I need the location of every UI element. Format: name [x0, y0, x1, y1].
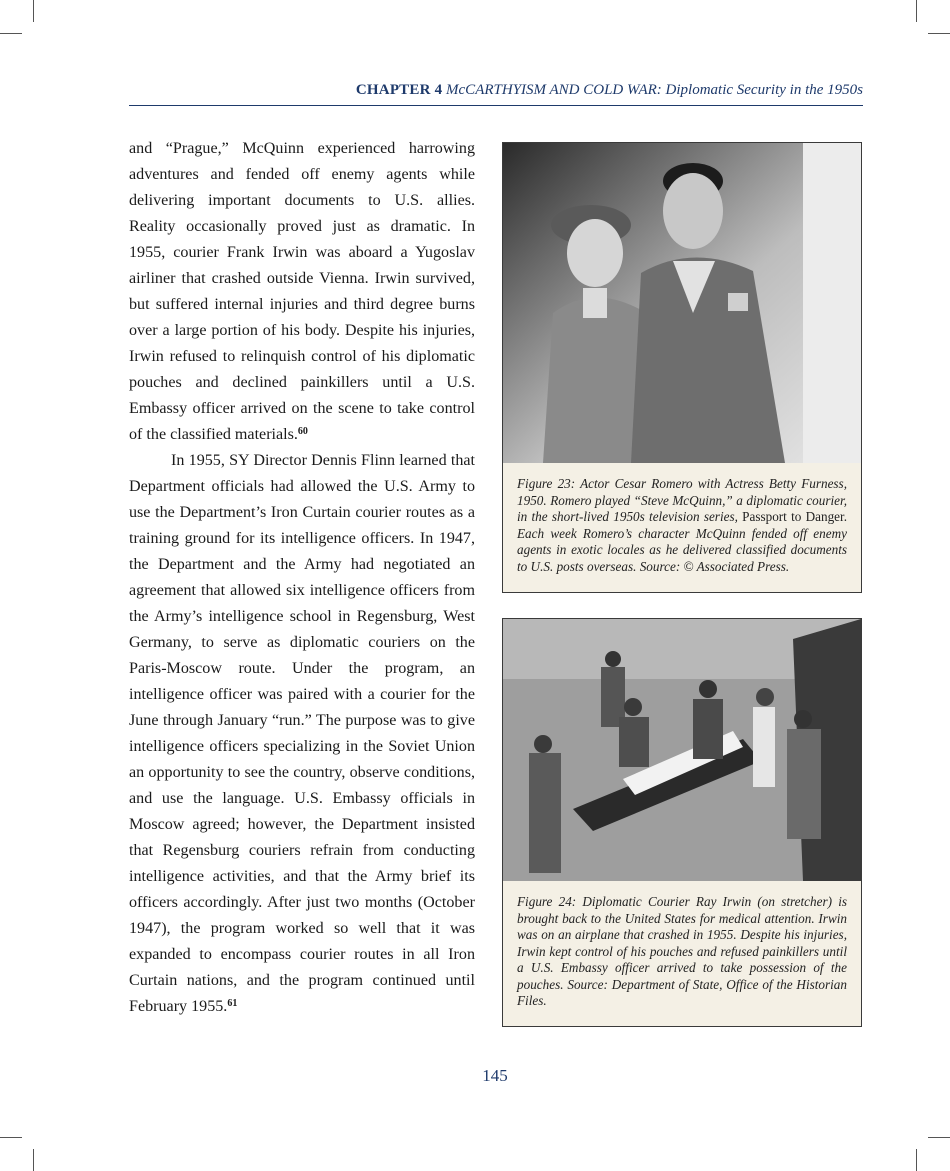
figure-24-caption: Figure 24: Diplomatic Courier Ray Irwin (on stretcher) is brought back to the United States for medical attention. Irwin was on an airplane that crashed in 1955. Despite his injuries, Irwin kept control of his pouches and refused painkillers until a U.S. Embassy officer arrived to take possession of the pouches. Source: Department of State, Office of the Historian Files.	[517, 894, 847, 1008]
figure-24	[502, 618, 862, 1027]
running-header	[129, 82, 863, 106]
figure-23-series-title: Passport to Danger.	[742, 509, 847, 524]
figure-23	[502, 142, 862, 593]
footnote-ref-60: 60	[297, 426, 308, 437]
chapter-subtitle: McCARTHYISM AND COLD WAR: Diplomatic Security in the 1950s	[446, 82, 863, 98]
figure-23-caption-part-2: Each week Romero’s character McQuinn fended off enemy agents in exotic locales as he delivered classified documents to U.S. posts overseas. Source: © Associated Press.	[517, 525, 847, 574]
figure-24-photo	[503, 619, 861, 881]
crop-mark	[928, 1137, 950, 1138]
paragraph-2-text: In 1955, SY Director Dennis Flinn learned that Department officials had allowed the U.S. Army to use the Department’s Iron Curtain courier routes as a training ground for its intelligence officers. In 1947, the Department and the Army had negotiated an agreement that allowed six intelligence officers from the Army’s intelligence school in Regensburg, West Germany, to serve as diplomatic couriers on the Paris-Moscow route. Under the program, an intelligence officer was paired with a courier for the June through January “run.” The purpose was to give intelligence officers specializing in the Soviet Union an opportunity to see the country, observe conditions, and use the language. U.S. Embassy officials in Moscow agreed; however, the Department insisted that Regensburg couriers refrain from conducting intelligence activities, and that the Army brief its officers accordingly. After just two months (October 1947), the program worked so well that it was expanded to encompass courier routes in all Iron Curtain nations, and the program continued until February 1955.	[129, 452, 475, 1015]
body-text-column	[129, 136, 475, 1020]
crop-mark	[916, 1149, 917, 1171]
chapter-label: CHAPTER 4	[355, 82, 443, 98]
crop-mark	[33, 0, 34, 22]
paragraph-1-text: and “Prague,” McQuinn experienced harrowing adventures and fended off enemy agents while delivering important documents to U.S. allies. Reality occasionally proved just as dramatic. In 1955, courier Frank Irwin was aboard a Yugoslav airliner that crashed outside Vienna. Irwin survived, but suffered internal injuries and third degree burns over a large portion of his body. Despite his injuries, Irwin refused to relinquish control of his diplomatic pouches and declined painkillers until a U.S. Embassy officer arrived on the scene to take control of the classified materials.	[129, 140, 475, 443]
footnote-ref-61: 61	[227, 998, 238, 1009]
crop-mark	[0, 1137, 22, 1138]
crop-mark	[33, 1149, 34, 1171]
crop-mark	[928, 33, 950, 34]
page-number: 145	[482, 1066, 508, 1085]
paragraph-1	[129, 136, 475, 448]
crop-mark	[0, 33, 22, 34]
figure-23-photo	[503, 143, 861, 463]
figure-23-caption	[503, 463, 861, 575]
paragraph-2	[129, 448, 475, 1020]
crop-mark	[916, 0, 917, 22]
figure-23-caption-part-1: Figure 23: Actor Cesar Romero with Actress Betty Furness, 1950. Romero played “Steve McQuinn,” a diplomatic courier, in the short-lived 1950s television series,	[517, 476, 847, 524]
